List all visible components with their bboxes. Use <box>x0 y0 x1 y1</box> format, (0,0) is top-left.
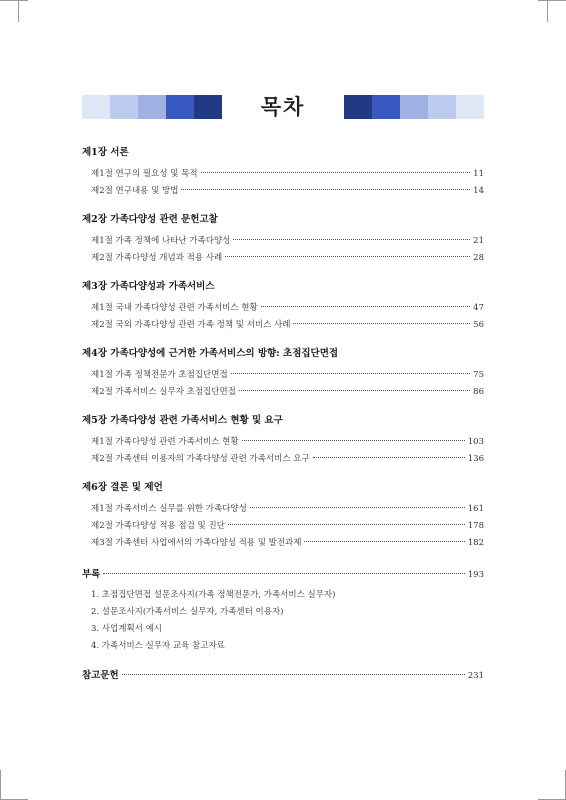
page-number: 28 <box>473 253 484 263</box>
section-title: 제1절 가족 정책에 나타난 가족다양성 <box>91 236 231 246</box>
section-title: 제2절 가족센터 이용자의 가족다양성 관련 가족서비스 요구 <box>91 454 310 464</box>
references-heading[interactable] <box>82 669 484 683</box>
chapter-heading[interactable]: 제4장 가족다양성에 근거한 가족서비스의 방향: 초점집단면접 <box>82 348 339 359</box>
dot-leader <box>293 323 470 324</box>
color-block <box>110 95 138 119</box>
toc-entry[interactable] <box>82 318 484 332</box>
appendix-item[interactable]: 3. 사업계획서 예시 <box>91 624 162 634</box>
page-number: 11 <box>473 169 484 179</box>
toc-entry[interactable] <box>82 536 484 550</box>
references-title: 참고문헌 <box>82 670 119 681</box>
toc-entry[interactable] <box>82 452 484 466</box>
toc-entry[interactable] <box>82 301 484 315</box>
dot-leader <box>181 189 470 190</box>
dot-leader <box>304 541 464 542</box>
page-number: 21 <box>473 236 484 246</box>
dot-leader <box>250 507 465 508</box>
toc-entry[interactable] <box>82 368 484 382</box>
section-title: 제1절 가족다양성 관련 가족서비스 현황 <box>91 437 239 447</box>
toc-entry[interactable] <box>82 435 484 449</box>
crop-mark <box>18 0 19 22</box>
appendix-item[interactable]: 4. 가족서비스 실무자 교육 참고자료 <box>91 641 225 651</box>
page-number: 178 <box>467 521 484 531</box>
color-block <box>194 95 222 119</box>
section-title: 제2절 연구내용 및 방법 <box>91 186 179 196</box>
toc-entry[interactable] <box>82 251 484 265</box>
dot-leader <box>233 239 470 240</box>
crop-mark <box>547 0 548 22</box>
appendix-item[interactable]: 2. 설문조사지(가족서비스 실무자, 가족센터 이용자) <box>91 607 284 617</box>
dot-leader <box>122 674 465 675</box>
dot-leader <box>103 573 464 574</box>
section-title: 제3절 가족센터 사업에서의 가족다양성 적용 및 발전과제 <box>91 538 302 548</box>
dot-leader <box>225 256 470 257</box>
section-title: 제2절 국외 가족다양성 관련 가족 정책 및 서비스 사례 <box>91 320 291 330</box>
toc-entry[interactable] <box>82 385 484 399</box>
page-number: 161 <box>467 504 484 514</box>
color-block <box>138 95 166 119</box>
color-block <box>82 95 110 119</box>
dot-leader <box>228 524 465 525</box>
header-color-blocks-right <box>344 95 484 119</box>
toc-entry[interactable] <box>82 234 484 248</box>
toc-header <box>82 94 484 120</box>
dot-leader <box>239 390 470 391</box>
color-block <box>166 95 194 119</box>
appendix-heading[interactable] <box>82 568 484 582</box>
toc-entry[interactable] <box>82 502 484 516</box>
section-title: 제1절 연구의 필요성 및 목적 <box>91 169 198 179</box>
section-title: 제1절 국내 가족다양성 관련 가족서비스 현황 <box>91 303 258 313</box>
table-of-contents <box>82 146 484 683</box>
dot-leader <box>231 373 470 374</box>
chapter-heading[interactable]: 제5장 가족다양성 관련 가족서비스 현황 및 요구 <box>82 415 283 426</box>
page-number: 182 <box>467 538 484 548</box>
crop-mark <box>0 770 1 800</box>
dot-leader <box>313 457 465 458</box>
toc-entry[interactable] <box>82 519 484 533</box>
chapter-heading[interactable]: 제6장 결론 및 제언 <box>82 482 163 493</box>
page-number: 86 <box>473 387 484 397</box>
page-number: 47 <box>473 303 484 313</box>
color-block <box>400 95 428 119</box>
toc-entry[interactable] <box>82 184 484 198</box>
chapter-heading[interactable]: 제3장 가족다양성과 가족서비스 <box>82 281 215 292</box>
dot-leader <box>242 440 465 441</box>
crop-mark <box>0 0 28 1</box>
page-number: 193 <box>467 570 484 580</box>
section-title: 제2절 가족다양성 개념과 적용 사례 <box>91 253 223 263</box>
crop-mark <box>538 0 566 1</box>
appendix-title: 부록 <box>82 569 101 580</box>
page-number: 136 <box>467 454 484 464</box>
page-title: 목차 <box>260 95 306 119</box>
color-block <box>428 95 456 119</box>
page-number: 231 <box>467 671 484 681</box>
dot-leader <box>201 172 471 173</box>
page-number: 56 <box>473 320 484 330</box>
chapter-heading[interactable]: 제2장 가족다양성 관련 문헌고찰 <box>82 214 218 225</box>
page-number: 103 <box>467 437 484 447</box>
page-number: 75 <box>473 370 484 380</box>
toc-entry[interactable] <box>82 167 484 181</box>
dot-leader <box>261 306 470 307</box>
section-title: 제2절 가족서비스 실무자 초점집단면접 <box>91 387 236 397</box>
chapter-heading[interactable]: 제1장 서론 <box>82 147 129 158</box>
page-number: 14 <box>473 186 484 196</box>
color-block <box>372 95 400 119</box>
color-block <box>344 95 372 119</box>
appendix-item[interactable]: 1. 초점집단면접 설문조사지(가족 정책전문가, 가족서비스 실무자) <box>91 590 336 600</box>
section-title: 제1절 가족 정책전문가 초점집단면접 <box>91 370 228 380</box>
section-title: 제2절 가족다양성 적용 점검 및 진단 <box>91 521 225 531</box>
header-color-blocks-left <box>82 95 222 119</box>
color-block <box>456 95 484 119</box>
section-title: 제1절 가족서비스 실무를 위한 가족다양성 <box>91 504 247 514</box>
